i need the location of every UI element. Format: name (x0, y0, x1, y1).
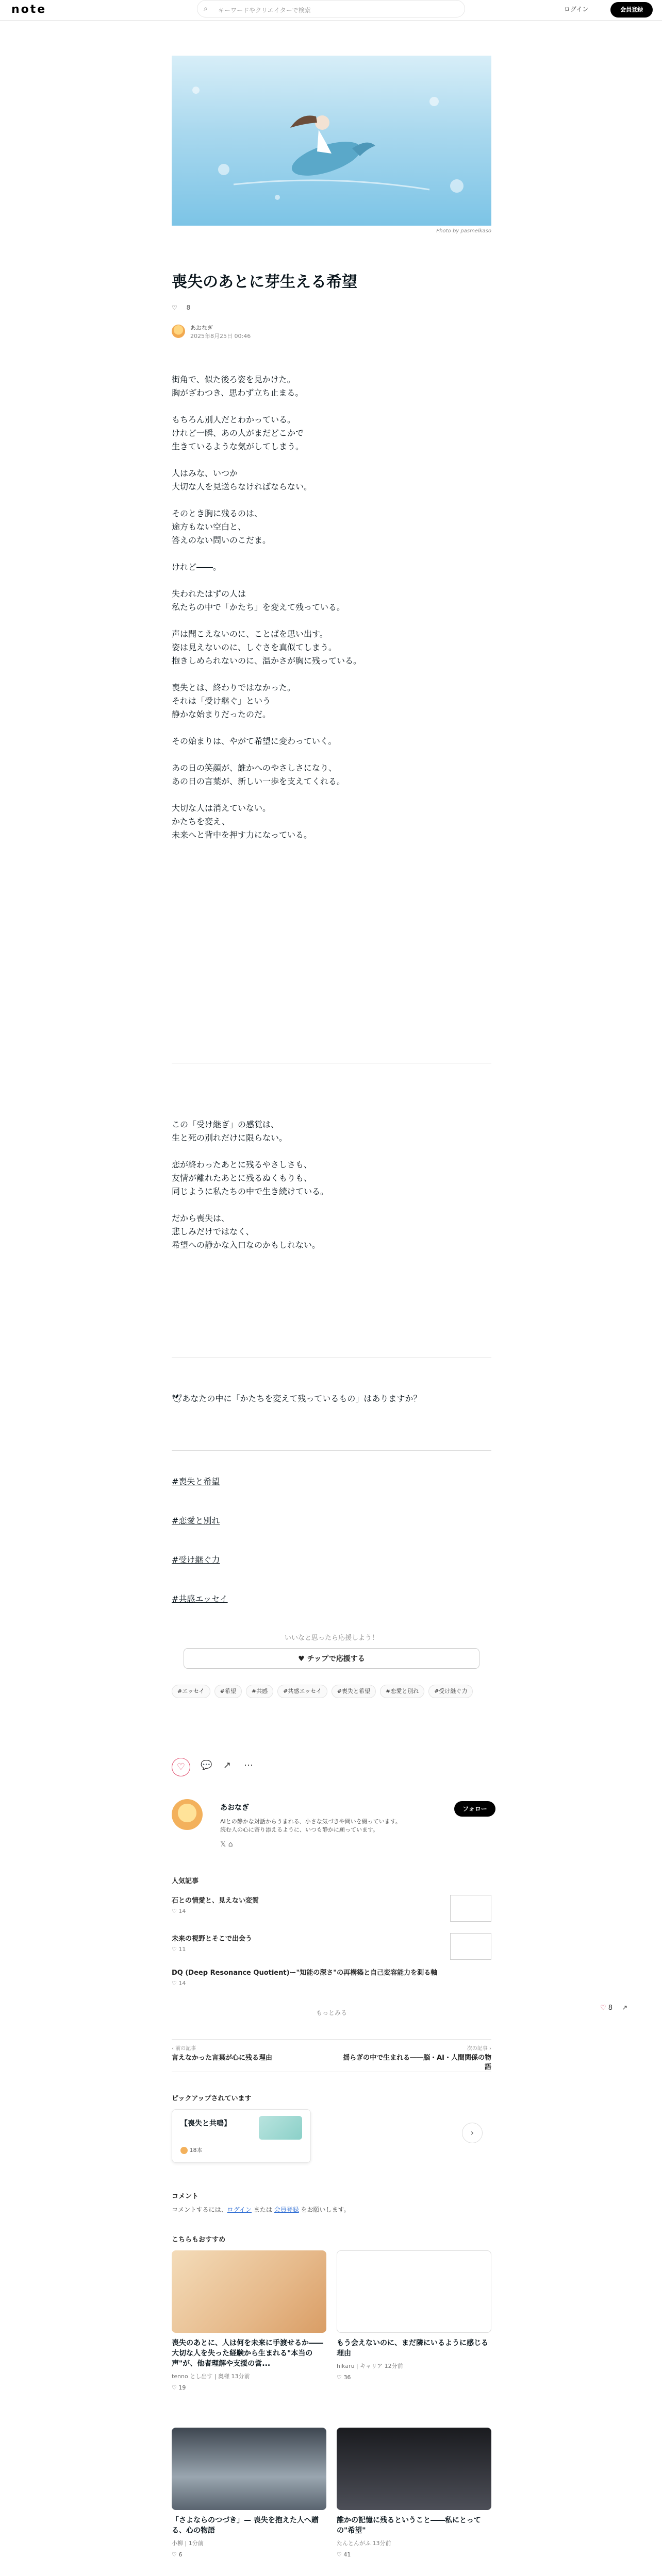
article-paragraph: あの日の笑顔が、誰かへのやさしさになり、 あの日の言葉が、新しい一歩を支えてくれる。 (172, 763, 345, 786)
pickup-meta: 18本 (180, 2146, 203, 2154)
article-paragraph: この「受け継ぎ」の感覚は、 生と死の別れだけに限らない。 (172, 1120, 288, 1143)
heart-icon: ♡ (600, 2004, 606, 2012)
hashtag-chip[interactable]: #共感 (246, 1685, 273, 1698)
hashtag-chip[interactable]: #共感エッセイ (277, 1685, 327, 1698)
rec-thumbnail[interactable] (337, 2428, 491, 2510)
article-paragraph: 声は聞こえないのに、ことばを思い出す。 姿は見えないのに、しぐさを真似てしまう。 抱きしめられないのに、温かさが胸に残っている。 (172, 629, 362, 666)
recommendations-heading: こちらもおすすめ (172, 2236, 226, 2244)
social-icons[interactable]: 𝕏 ⌂ (220, 1840, 233, 1849)
popular-heading: 人気記事 (172, 1877, 199, 1885)
popular-item[interactable] (172, 1895, 491, 1914)
like-button[interactable]: ♡ (172, 1758, 190, 1776)
pickup-magazine-card[interactable] (172, 2109, 311, 2163)
article-paragraph: 人はみな、いつか 大切な人を見送らなければならない。 (172, 468, 312, 492)
rec-meta: 小柳 | 1分前 (172, 2540, 204, 2547)
author-name[interactable]: あおなぎ (190, 325, 213, 331)
article-paragraph: 喪失とは、終わりではなかった。 それは「受け継ぐ」という 静かな始まりだったのだ。 (172, 683, 296, 719)
rec-meta: たんとんがふ 13分前 (337, 2540, 391, 2547)
popular-thumbnail[interactable] (450, 1933, 491, 1960)
popular-item-likes: ♡ 14 (172, 1980, 186, 1987)
share-icon[interactable]: ↗ (622, 2004, 628, 2012)
publish-date: 2025年8月25日 00:46 (190, 333, 251, 340)
prev-article-link[interactable] (172, 2044, 326, 2063)
rec-likes[interactable]: ♡ 41 (337, 2551, 351, 2558)
article-pagination (172, 2039, 491, 2072)
article-paragraph: その始まりは、やがて希望に変わっていく。 (172, 736, 337, 746)
rec-likes[interactable]: ♡ 36 (337, 2374, 351, 2381)
rec-title[interactable]: 「さよならのつづき」— 喪失を抱えた人へ贈る、心の物語 (172, 2516, 319, 2535)
popular-item-likes: ♡ 14 (172, 1908, 186, 1914)
article-body (172, 373, 491, 855)
prev-title[interactable]: 言えなかった言葉が心に残る理由 (172, 2054, 273, 2062)
support-box (172, 1632, 491, 1669)
chevron-left-icon: ‹ (172, 2046, 176, 2052)
article-paragraph: そのとき胸に残るのは、 途方もない空白と、 答えのない問いのこだま。 (172, 509, 271, 545)
tip-button-label: チップで応援する (307, 1655, 365, 1663)
carousel-next-button[interactable]: › (462, 2123, 483, 2143)
comment-icon[interactable]: 💬 (201, 1760, 212, 1771)
article-paragraph: 失われたはずの人は 私たちの中で「かたち」を変えて残っている。 (172, 589, 345, 612)
support-label: いいなと思ったら応援しよう！ (284, 1634, 378, 1642)
recommended-card[interactable] (172, 2428, 326, 2558)
dolphin-girl-illustration (172, 56, 491, 226)
floating-like-count: 8 (608, 2004, 613, 2012)
next-article-link[interactable] (337, 2044, 491, 2072)
popular-item-title[interactable]: DQ (Deep Resonance Quotient)ー"知能の深さ"の再構築と自己変容能力を測る軸 (172, 1969, 438, 1977)
rec-meta: tenno とし出す | 奥様 13分前 (172, 2373, 250, 2380)
popular-item-likes: ♡ 11 (172, 1946, 186, 1953)
search-placeholder: キーワードやクリエイターで検索 (218, 7, 311, 14)
avatar[interactable] (172, 325, 185, 338)
pickup-heading: ピックアップされています (172, 2095, 252, 2103)
popular-thumbnail[interactable] (450, 1895, 491, 1922)
comment-heading: コメント (172, 2193, 199, 2200)
recommended-card[interactable] (172, 2250, 326, 2391)
comment-login-link[interactable]: ログイン (227, 2206, 252, 2213)
tip-button[interactable] (184, 1648, 479, 1669)
follow-button[interactable]: フォロー (454, 1801, 495, 1817)
article-body-2 (172, 1118, 491, 1265)
article-paragraph: けれど――。 (172, 562, 222, 572)
note-logo[interactable]: note (11, 3, 47, 16)
rec-meta: hikaru | キャリア 12分前 (337, 2363, 403, 2369)
likes-row (172, 304, 190, 311)
popular-item[interactable] (172, 1933, 491, 1953)
avatar (180, 2147, 188, 2154)
hashtag-chip[interactable]: #喪失と希望 (332, 1685, 376, 1698)
popular-item-title[interactable]: 石との情愛と、見えない変質 (172, 1897, 259, 1905)
article-paragraph: もちろん別人だとわかっている。 けれど一瞬、あの人がまだどこかで 生きているような気がしてしまう。 (172, 415, 304, 451)
next-title[interactable]: 揺らぎの中で生まれる――脳・AI・人間関係の物語 (343, 2054, 491, 2071)
avatar[interactable] (172, 1799, 203, 1830)
hashtag-chip[interactable]: #希望 (214, 1685, 242, 1698)
pickup-title[interactable]: 【喪失と共鳴】 (180, 2120, 231, 2128)
section-divider (172, 1450, 491, 1451)
comment-prompt: コメントするには、ログイン または 会員登録 をお願いします。 (172, 2206, 350, 2213)
heart-icon[interactable]: ♡ (172, 304, 177, 311)
signup-button[interactable]: 会員登録 (610, 2, 653, 18)
rec-likes[interactable]: ♡ 6 (172, 2551, 183, 2558)
rec-likes[interactable]: ♡ 19 (172, 2384, 186, 2391)
article-paragraph: 大切な人は消えていない。 かたちを変え、 未来へと背中を押す力になっている。 (172, 803, 312, 840)
more-link[interactable]: もっとみる (316, 2009, 347, 2016)
hashtag-list (172, 1685, 491, 1698)
rec-thumbnail[interactable] (172, 2428, 326, 2510)
pickup-thumbnail (259, 2116, 302, 2140)
chevron-right-icon: › (487, 2046, 491, 2052)
article-tag-link[interactable]: #共感エッセイ (172, 1594, 228, 1604)
rec-thumbnail[interactable] (172, 2250, 326, 2333)
creator-name[interactable]: あおなぎ (220, 1804, 249, 1812)
article-paragraph: 恋が終わったあとに残るやさしさも、 友情が離れたあとに残るぬくもりも、 同じように私たちの中で生き続けている。 (172, 1160, 329, 1196)
prev-label: ‹ 前の記事 (172, 2046, 196, 2052)
hero-image (172, 56, 491, 226)
hashtag-chip[interactable]: #受け継ぐ力 (428, 1685, 473, 1698)
creator-bio: AIとの静かな対話からうまれる、小さな気づきや問いを綴っています。 読む人の心に寄り添えるように、いつも静かに願っています。 (220, 1818, 401, 1833)
search-box[interactable] (197, 0, 465, 18)
top-bar (0, 0, 662, 21)
more-icon[interactable]: ⋯ (244, 1760, 253, 1771)
article-tag-link[interactable]: #恋愛と別れ (172, 1516, 220, 1526)
share-icon[interactable]: ↗ (223, 1760, 231, 1771)
like-count: 8 (186, 304, 191, 311)
recommended-card[interactable] (337, 2428, 491, 2558)
next-label: 次の記事 › (467, 2046, 491, 2052)
comment-signup-link[interactable]: 会員登録 (274, 2206, 299, 2213)
rec-thumbnail[interactable] (337, 2250, 491, 2333)
article-title: 喪失のあとに芽生える希望 (172, 273, 357, 291)
rec-title[interactable]: 誰かの記憶に残るということ――私にとっての"希望" (337, 2516, 481, 2535)
login-link[interactable]: ログイン (564, 6, 589, 13)
rec-title[interactable]: もう会えないのに、まだ隣にいるように感じる理由 (337, 2339, 488, 2358)
search-icon: ⌕ (204, 5, 208, 13)
heart-shield-icon: ♥ (298, 1655, 307, 1663)
creator-card (172, 1798, 491, 1865)
article-tag-link[interactable]: #受け継ぐ力 (172, 1555, 220, 1565)
photo-credit: Photo by pasmelkaso (436, 228, 491, 234)
reader-question: 🕊あなたの中に「かたちを変えて残っているもの」はありますか？ (172, 1394, 422, 1403)
article-tag-link[interactable]: #喪失と希望 (172, 1477, 220, 1486)
recommended-card[interactable] (337, 2250, 491, 2381)
article-paragraph: 街角で、似た後ろ姿を見かけた。 胸がざわつき、思わず立ち止まる。 (172, 375, 304, 398)
rec-title[interactable]: 喪失のあとに、人は何を未来に手渡せるか――大切な人を失った経験から生まれる"本当の声"が、他者理解や支援の営... (172, 2339, 323, 2368)
floating-like[interactable] (600, 2004, 627, 2012)
article-paragraph: だから喪失は、 悲しみだけではなく、 希望への静かな入口なのかもしれない。 (172, 1213, 321, 1250)
hashtag-chip[interactable]: #エッセイ (172, 1685, 210, 1698)
popular-item-title[interactable]: 未来の視野とそこで出会う (172, 1935, 253, 1943)
hashtag-chip[interactable]: #恋愛と別れ (380, 1685, 424, 1698)
popular-item[interactable] (172, 1967, 491, 1987)
